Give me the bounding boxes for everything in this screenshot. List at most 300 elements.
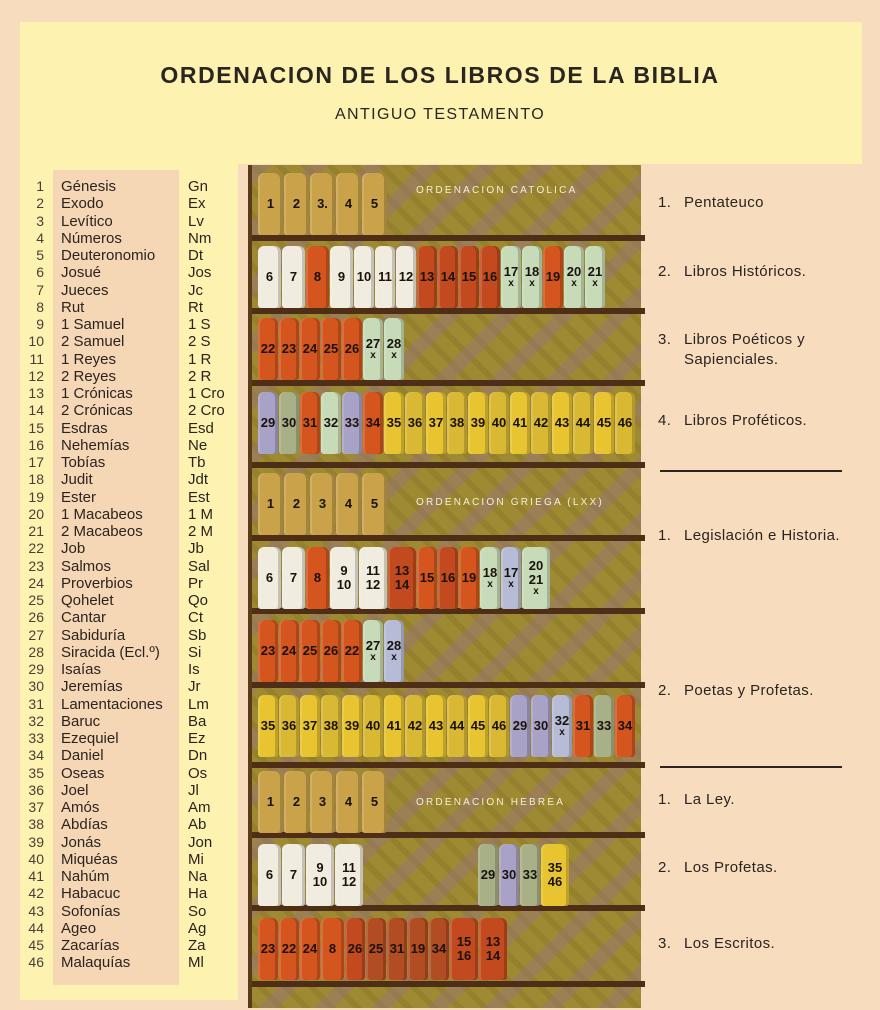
book-list-row	[24, 885, 234, 902]
book-abbreviation: Ha	[188, 885, 208, 903]
book-abbreviation: Esd	[188, 419, 214, 437]
book-list-row	[24, 730, 234, 747]
deuterocanonical-mark: x	[370, 652, 376, 663]
category-catolica-4	[652, 411, 864, 431]
book-list-row	[24, 385, 234, 402]
book-abbreviation: So	[188, 902, 207, 920]
deuterocanonical-mark: x	[508, 579, 514, 590]
category-number: 4.	[658, 412, 672, 429]
book-spine	[375, 246, 395, 308]
category-title: Los Profetas.	[684, 859, 778, 876]
book-spine	[330, 547, 358, 609]
book-spine-number: 23	[260, 941, 276, 956]
book-list-row	[24, 230, 234, 247]
category-catolica-2	[652, 262, 864, 282]
book-spine-number: 5	[370, 196, 379, 211]
book-spine	[426, 392, 446, 454]
book-number: 12	[28, 367, 44, 384]
book-spine-number: 23	[281, 341, 297, 356]
book-spine-number: 40	[365, 718, 381, 733]
book-spine	[363, 392, 383, 454]
category-hebrea-2	[652, 858, 864, 878]
book-spine-number: 29	[512, 718, 528, 733]
book-name: Nahúm	[61, 868, 110, 885]
book-spine-number: 37	[302, 718, 318, 733]
book-abbreviation: Ez	[188, 730, 206, 747]
book-number: 16	[28, 436, 44, 453]
book-abbreviation: Dt	[188, 247, 203, 264]
book-number: 44	[28, 919, 44, 936]
book-spine	[387, 918, 407, 980]
book-spine-number: 33	[596, 718, 612, 733]
book-list-row	[24, 402, 234, 419]
book-spine-number: 31	[389, 941, 405, 956]
book-list-row	[24, 540, 234, 557]
book-spine-number: 10	[336, 577, 352, 592]
book-list-row	[24, 282, 234, 299]
book-spine	[342, 318, 362, 380]
book-spine-number: 35	[386, 415, 402, 430]
book-spine-number: 19	[545, 269, 561, 284]
book-spine	[345, 918, 365, 980]
book-spine	[501, 246, 521, 308]
shelf-hebrea-1	[258, 771, 387, 833]
book-spine	[363, 695, 383, 757]
book-name: Oseas	[61, 764, 105, 782]
book-spine	[279, 918, 299, 980]
book-spine-number: 6	[265, 269, 274, 284]
book-spine-number: 23	[260, 643, 276, 658]
book-abbreviation: Est	[188, 488, 210, 506]
book-abbreviation: Dn	[188, 747, 208, 765]
book-list-row	[24, 213, 234, 230]
category-title: La Ley.	[684, 791, 735, 808]
shelf-catolica-2	[258, 246, 605, 308]
book-name: Abdías	[61, 816, 108, 834]
book-spine	[447, 392, 467, 454]
book-list-row	[24, 471, 234, 488]
book-spine-number: 15	[419, 570, 435, 585]
book-spine-number: 12	[341, 874, 357, 889]
book-spine	[541, 844, 569, 906]
book-spine	[310, 173, 335, 235]
book-spine-number: 5	[370, 496, 379, 511]
book-spine-number: 18	[524, 264, 540, 279]
book-number: 25	[28, 592, 44, 608]
category-number: 2.	[658, 263, 672, 280]
book-number: 29	[28, 661, 44, 677]
category-title: Libros Poéticos y Sapienciales.	[684, 331, 806, 368]
category-title: Pentateuco	[684, 194, 764, 211]
book-name: 1 Reyes	[61, 350, 117, 368]
book-spine-number: 10	[356, 269, 372, 284]
shelf-griega-1	[258, 473, 387, 535]
book-number: 34	[28, 747, 44, 764]
book-spine	[284, 173, 309, 235]
book-spine	[478, 844, 498, 906]
book-spine-number: 29	[260, 415, 276, 430]
book-spine	[363, 620, 383, 682]
book-spine	[300, 695, 320, 757]
book-abbreviation: Jdt	[188, 471, 209, 489]
shelf-board	[252, 462, 645, 468]
book-spine-number: 11	[378, 269, 392, 284]
book-spine	[335, 844, 363, 906]
book-name: Habacuc	[61, 885, 121, 903]
book-spine	[362, 771, 387, 833]
book-number: 38	[28, 816, 44, 833]
book-spine-number: 27	[365, 638, 381, 653]
book-spine	[450, 918, 478, 980]
book-spine	[594, 695, 614, 757]
book-list-row	[24, 489, 234, 506]
book-spine-number: 20	[566, 264, 582, 279]
book-number: 24	[28, 574, 44, 591]
book-spine	[585, 246, 605, 308]
book-spine	[447, 695, 467, 757]
book-spine-number: 45	[596, 415, 612, 430]
book-spine-number: 29	[480, 867, 496, 882]
book-spine	[359, 547, 387, 609]
book-number: 10	[28, 333, 44, 350]
ordering-label-catolica: ORDENACION CATOLICA	[416, 185, 578, 196]
book-number: 28	[28, 643, 44, 660]
book-list-row	[24, 506, 234, 523]
book-spine	[258, 246, 281, 308]
book-list-row	[24, 696, 234, 713]
book-list-row	[24, 765, 234, 782]
book-spine-number: 1	[266, 196, 275, 211]
book-name: Jueces	[61, 281, 109, 299]
book-name: Números	[61, 229, 122, 247]
book-spine	[300, 620, 320, 682]
category-number: 1.	[658, 194, 672, 211]
book-number: 32	[28, 712, 44, 729]
book-spine-number: 21	[587, 264, 603, 279]
book-spine-number: 39	[470, 415, 486, 430]
book-spine-number: 16	[440, 570, 456, 585]
shelf-board	[252, 235, 645, 241]
book-number: 15	[28, 419, 44, 436]
book-spine	[479, 918, 507, 980]
book-name: Joel	[61, 781, 89, 799]
book-spine	[310, 771, 335, 833]
book-number: 30	[28, 678, 44, 695]
category-number: 3.	[658, 331, 672, 348]
book-spine-number: 6	[265, 867, 274, 882]
shelf-hebrea-2	[258, 844, 363, 906]
book-spine-number: 35	[260, 718, 276, 733]
book-name: Exodo	[61, 195, 104, 213]
book-number: 46	[28, 954, 44, 971]
book-spine-number: 7	[289, 867, 298, 882]
book-spine-number: 19	[410, 941, 426, 956]
deuterocanonical-mark: x	[529, 278, 535, 289]
book-spine	[405, 695, 425, 757]
book-spine-number: 34	[617, 718, 633, 733]
book-number: 43	[28, 902, 44, 919]
book-name: Zacarías	[61, 937, 120, 954]
book-abbreviation: 2 Cro	[188, 402, 225, 420]
book-spine	[282, 246, 305, 308]
divider-griega-hebrea	[660, 766, 842, 768]
book-spine	[363, 318, 383, 380]
category-griega-1	[652, 526, 864, 546]
shelf-board	[252, 535, 645, 541]
book-abbreviation: Mi	[188, 850, 204, 868]
book-number: 36	[28, 781, 44, 798]
book-list-row	[24, 834, 234, 851]
book-abbreviation: Si	[188, 643, 202, 661]
book-spine-number: 25	[302, 643, 318, 658]
book-name: Isaías	[61, 661, 102, 678]
book-list-row	[24, 816, 234, 833]
book-spine-number: 38	[449, 415, 465, 430]
book-spine	[321, 318, 341, 380]
book-spine-number: 11	[342, 860, 356, 875]
book-list-row	[24, 454, 234, 471]
book-number: 17	[28, 454, 44, 470]
book-spine-number: 9	[316, 860, 324, 875]
book-spine	[468, 392, 488, 454]
category-number: 1.	[658, 527, 672, 544]
book-list-row	[24, 799, 234, 816]
book-abbreviation: Jl	[188, 781, 199, 799]
book-spine	[258, 695, 278, 757]
book-list-row	[24, 264, 234, 281]
book-list-row	[24, 627, 234, 644]
book-name: Malaquías	[61, 954, 131, 972]
category-hebrea-1	[652, 790, 864, 810]
category-number: 2.	[658, 682, 672, 699]
book-spine-number: 27	[365, 336, 381, 351]
book-spine	[564, 246, 584, 308]
book-spine-number: 37	[428, 415, 444, 430]
book-name: Job	[61, 540, 86, 558]
book-spine-number: 43	[554, 415, 570, 430]
book-abbreviation: Jos	[188, 264, 212, 282]
book-spine	[499, 844, 519, 906]
book-spine-number: 44	[575, 415, 591, 430]
deuterocanonical-mark: x	[391, 350, 397, 361]
book-name: Ester	[61, 488, 97, 506]
book-number: 20	[28, 505, 44, 522]
deuterocanonical-mark: x	[559, 727, 565, 738]
book-name: Josué	[61, 264, 102, 282]
deuterocanonical-mark: x	[592, 278, 598, 289]
divider-catolica-griega	[660, 470, 842, 472]
book-spine	[429, 918, 449, 980]
book-number: 14	[28, 402, 44, 419]
book-abbreviation: Ml	[188, 954, 204, 972]
book-spine	[480, 547, 500, 609]
book-spine	[362, 173, 387, 235]
book-spine	[282, 844, 305, 906]
book-list-row	[24, 592, 234, 609]
book-spine-number: 9	[340, 563, 348, 578]
book-spine	[520, 844, 540, 906]
book-list-row	[24, 351, 234, 368]
category-catolica-1	[652, 193, 864, 213]
category-hebrea-3	[652, 934, 864, 954]
book-abbreviation: 2 R	[188, 367, 212, 385]
book-spine-number: 2	[292, 496, 301, 511]
book-number: 6	[36, 264, 44, 281]
book-spine	[459, 547, 479, 609]
book-spine-number: 1	[266, 496, 275, 511]
book-list-row	[24, 437, 234, 454]
book-name: Lamentaciones	[61, 695, 163, 713]
book-spine-number: 46	[617, 415, 633, 430]
book-number: 45	[28, 937, 44, 953]
ordering-label-hebrea: ORDENACION HEBREA	[416, 797, 566, 808]
book-spine	[417, 547, 437, 609]
book-spine-number: 13	[419, 269, 435, 284]
book-list-row	[24, 903, 234, 920]
book-abbreviation: Jb	[188, 540, 204, 558]
book-spine-number: 36	[281, 718, 297, 733]
book-spine-number: 34	[431, 941, 447, 956]
book-list-row	[24, 523, 234, 540]
category-title: Legislación e Historia.	[684, 527, 840, 544]
book-abbreviation: 1 M	[188, 505, 214, 523]
book-spine-number: 30	[281, 415, 297, 430]
book-number: 23	[28, 557, 44, 574]
book-spine	[615, 392, 635, 454]
book-spine-number: 7	[289, 570, 298, 585]
book-name: 2 Crónicas	[61, 402, 133, 420]
book-spine-number: 3.	[317, 196, 328, 211]
book-spine	[459, 246, 479, 308]
book-spine-number: 6	[265, 570, 274, 585]
book-abbreviation: 1 S	[188, 316, 211, 333]
book-name: Sabiduría	[61, 626, 126, 644]
book-number: 4	[36, 229, 44, 246]
book-spine-number: 41	[386, 718, 402, 733]
deuterocanonical-mark: x	[533, 586, 539, 597]
book-spine	[321, 918, 344, 980]
book-number: 7	[36, 281, 44, 298]
book-number: 39	[28, 833, 44, 850]
book-abbreviation: Jr	[188, 678, 201, 696]
category-griega-2	[652, 681, 864, 701]
book-spine	[405, 392, 425, 454]
book-spine-number: 4	[344, 794, 353, 809]
category-number: 1.	[658, 791, 672, 808]
book-list-row	[24, 299, 234, 316]
book-spine	[284, 473, 309, 535]
book-list-row	[24, 747, 234, 764]
category-number: 3.	[658, 935, 672, 952]
book-spine-number: 17	[503, 565, 519, 580]
book-list-row	[24, 713, 234, 730]
category-title: Poetas y Profetas.	[684, 682, 814, 699]
book-abbreviation: Sb	[188, 626, 207, 644]
book-number: 27	[28, 626, 44, 643]
book-name: Qohelet	[61, 592, 114, 609]
book-spine-number: 38	[323, 718, 339, 733]
book-spine-number: 4	[344, 196, 353, 211]
book-spine-number: 26	[344, 341, 360, 356]
book-spine-number: 18	[482, 565, 498, 580]
book-list-row	[24, 178, 234, 195]
book-spine-number: 5	[370, 794, 379, 809]
book-spine	[342, 620, 362, 682]
book-spine	[531, 695, 551, 757]
book-spine	[417, 246, 437, 308]
book-spine-number: 46	[491, 718, 507, 733]
book-number: 2	[36, 195, 44, 212]
book-spine-number: 22	[260, 341, 276, 356]
book-abbreviation: Ba	[188, 712, 207, 730]
book-abbreviation: Ne	[188, 436, 208, 454]
book-abbreviation: Os	[188, 764, 208, 782]
book-number: 33	[28, 730, 44, 746]
book-name: 1 Crónicas	[61, 385, 133, 402]
book-number: 3	[36, 212, 44, 229]
book-number: 31	[28, 695, 44, 712]
book-abbreviation: Is	[188, 661, 200, 678]
book-abbreviation: Ct	[188, 609, 203, 627]
book-spine-number: 45	[470, 718, 486, 733]
book-name: Génesis	[61, 178, 117, 195]
book-spine-number: 9	[337, 269, 346, 284]
book-number: 37	[28, 799, 44, 815]
book-abbreviation: Gn	[188, 178, 209, 195]
book-abbreviation: Jon	[188, 833, 213, 851]
book-list-row	[24, 333, 234, 350]
book-spine	[384, 318, 404, 380]
book-spine-number: 31	[575, 718, 591, 733]
book-spine	[615, 695, 635, 757]
book-spine	[258, 918, 278, 980]
book-name: Ezequiel	[61, 730, 119, 747]
category-number: 2.	[658, 859, 672, 876]
book-name: Judit	[61, 471, 93, 489]
book-spine-number: 12	[398, 269, 414, 284]
book-name: Amós	[61, 799, 100, 816]
book-number: 26	[28, 609, 44, 626]
book-number: 21	[28, 523, 44, 539]
book-spine	[321, 695, 341, 757]
book-abbreviation: Lm	[188, 695, 209, 713]
book-spine	[388, 547, 416, 609]
book-list-row	[24, 661, 234, 678]
shelf-board	[252, 380, 645, 386]
book-spine	[489, 392, 509, 454]
book-spine-number: 32	[323, 415, 339, 430]
book-spine	[279, 695, 299, 757]
book-number: 22	[28, 540, 44, 557]
book-name: Nehemías	[61, 436, 130, 454]
book-spine	[321, 392, 341, 454]
book-number: 9	[36, 316, 44, 332]
book-spine-number: 15	[456, 934, 472, 949]
deuterocanonical-mark: x	[508, 278, 514, 289]
shelf-catolica-1	[258, 173, 387, 235]
book-spine	[300, 392, 320, 454]
book-name: 2 Reyes	[61, 367, 117, 385]
book-spine	[573, 392, 593, 454]
book-spine	[531, 392, 551, 454]
book-spine	[258, 844, 281, 906]
book-abbreviation: 1 R	[188, 350, 212, 368]
book-spine	[384, 620, 404, 682]
book-spine-number: 20	[528, 558, 544, 573]
book-spine-number: 2	[292, 794, 301, 809]
book-spine	[282, 547, 305, 609]
book-spine-number: 24	[281, 643, 297, 658]
